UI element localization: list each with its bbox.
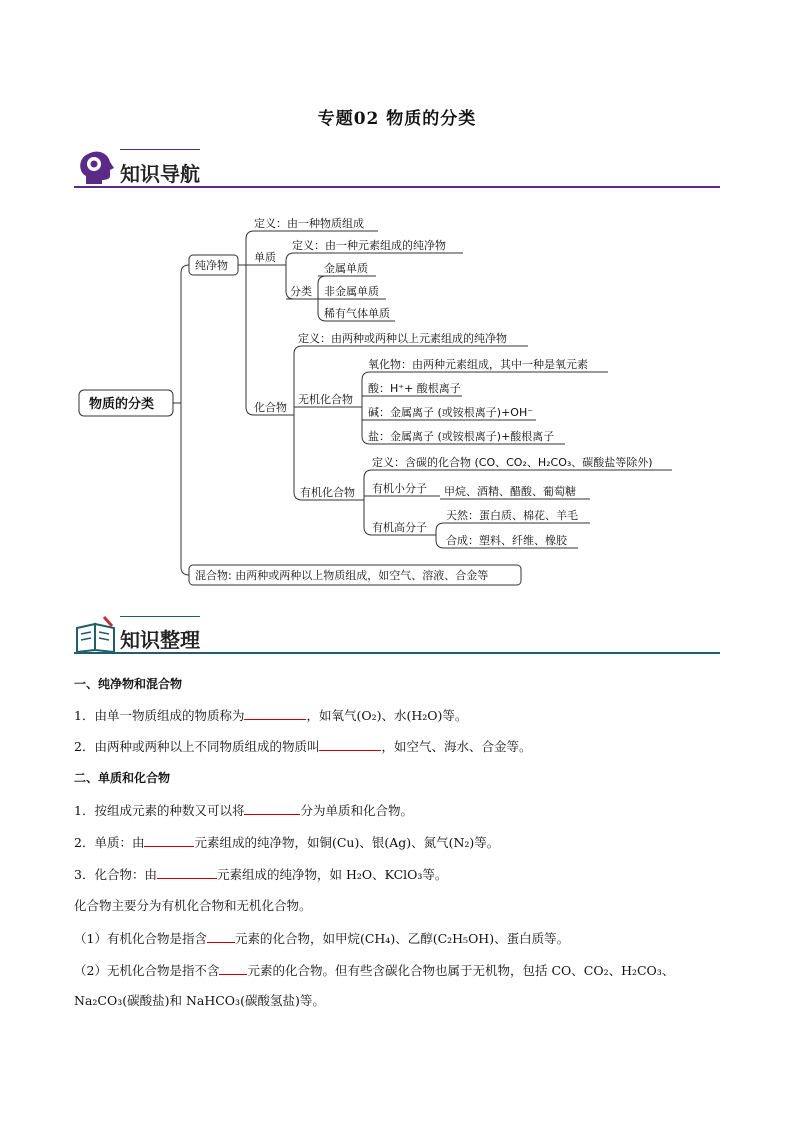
line-3	[74, 801, 413, 820]
tree-small-ex: 甲烷、酒精、醋酸、葡萄糖	[444, 485, 576, 498]
organize-title: 知识整理	[120, 628, 200, 652]
line-9: Na₂CO₃(碳酸盐)和 NaHCO₃(碳酸氢盐)等。	[74, 993, 325, 1008]
line-7-text-a: （1）有机化合物是指含	[74, 931, 207, 946]
blank-3[interactable]	[244, 801, 300, 815]
line-2	[74, 737, 531, 756]
line-1-text-b: ，如氧气(O₂)、水(H₂O)等。	[306, 708, 468, 723]
line-5-text-b: 元素组成的纯净物，如 H₂O、KClO₃等。	[216, 867, 448, 882]
line-5	[74, 865, 447, 884]
tree-synthetic: 合成：塑料、纤维、橡胶	[446, 534, 567, 547]
tree-salt: 盐：金属离子 (或铵根离子)+酸根离子	[368, 430, 555, 443]
line-7-text-b: 元素的化合物，如甲烷(CH₄)、乙醇(C₂H₅OH)、蛋白质等。	[234, 931, 570, 946]
blank-6[interactable]	[207, 929, 235, 943]
line-5-text-a: 3．化合物：由	[74, 867, 157, 882]
tree-pure: 纯净物	[195, 259, 228, 272]
open-book-icon	[74, 614, 120, 654]
tree-small: 有机小分子	[372, 482, 427, 495]
blank-1[interactable]	[244, 706, 306, 720]
line-1-text-a: 1．由单一物质组成的物质称为	[74, 708, 245, 723]
line-4	[74, 833, 499, 852]
line-8-text-b: 元素的化合物。但有些含碳化合物也属于无机物，包括 CO、CO₂、H₂CO₃、	[247, 963, 675, 978]
tree-acid: 酸：H⁺+ 酸根离子	[368, 382, 461, 395]
line-2-text-a: 2．由两种或两种以上不同物质组成的物质叫	[74, 739, 320, 754]
tree-element: 单质	[254, 251, 276, 264]
organize-underline	[74, 652, 720, 654]
blank-5[interactable]	[157, 865, 217, 879]
tree-pure-def: 定义：由一种物质组成	[254, 217, 364, 230]
line-2-text-b: ，如空气、海水、合金等。	[381, 739, 532, 754]
line-4-text-b: 元素组成的纯净物，如铜(Cu)、银(Ag)、氮气(N₂)等。	[194, 835, 500, 850]
blank-4[interactable]	[144, 833, 194, 847]
tree-noble: 稀有气体单质	[324, 307, 390, 320]
tree-compound-def: 定义：由两种或两种以上元素组成的纯净物	[298, 332, 507, 345]
tree-oxide: 氧化物：由两种元素组成，其中一种是氧元素	[368, 358, 588, 371]
line-6: 化合物主要分为有机化合物和无机化合物。	[74, 898, 312, 913]
tree-classify: 分类	[290, 285, 312, 298]
line-3-text-b: 分为单质和化合物。	[300, 803, 413, 818]
line-3-text-a: 1．按组成元素的种数又可以将	[74, 803, 245, 818]
line-1	[74, 706, 467, 725]
heading-element-compound: 二、单质和化合物	[74, 771, 171, 785]
line-4-text-a: 2．单质：由	[74, 835, 145, 850]
nav-title: 知识导航	[120, 162, 200, 186]
organize-header	[74, 614, 720, 656]
heading-pure-mixture: 一、纯净物和混合物	[74, 677, 183, 691]
blank-2[interactable]	[319, 737, 381, 751]
tree-organic-def: 定义：含碳的化合物 (CO、CO₂、H₂CO₃、碳酸盐等除外)	[372, 456, 653, 469]
tree-element-def: 定义：由一种元素组成的纯净物	[292, 239, 446, 252]
tree-nonmetal: 非金属单质	[324, 285, 379, 298]
organize-underline-top	[120, 616, 200, 617]
tree-large: 有机高分子	[372, 521, 427, 534]
tree-compound: 化合物	[254, 401, 287, 414]
tree-organic: 有机化合物	[300, 486, 355, 499]
tree-root: 物质的分类	[89, 397, 155, 412]
page-title: 专题02 物质的分类	[317, 109, 477, 129]
tree-natural: 天然：蛋白质、棉花、羊毛	[446, 509, 578, 522]
tree-inorganic: 无机化合物	[298, 393, 353, 406]
blank-7[interactable]	[219, 961, 247, 975]
line-8	[74, 961, 674, 980]
tree-metal: 金属单质	[324, 262, 368, 275]
line-7	[74, 929, 569, 948]
line-8-text-a: （2）无机化合物是指不含	[74, 963, 220, 978]
tree-base: 碱：金属离子 (或铵根离子)+OH⁻	[368, 406, 534, 419]
tree-mixture: 混合物: 由两种或两种以上物质组成，如空气、溶液、合金等	[195, 569, 489, 582]
